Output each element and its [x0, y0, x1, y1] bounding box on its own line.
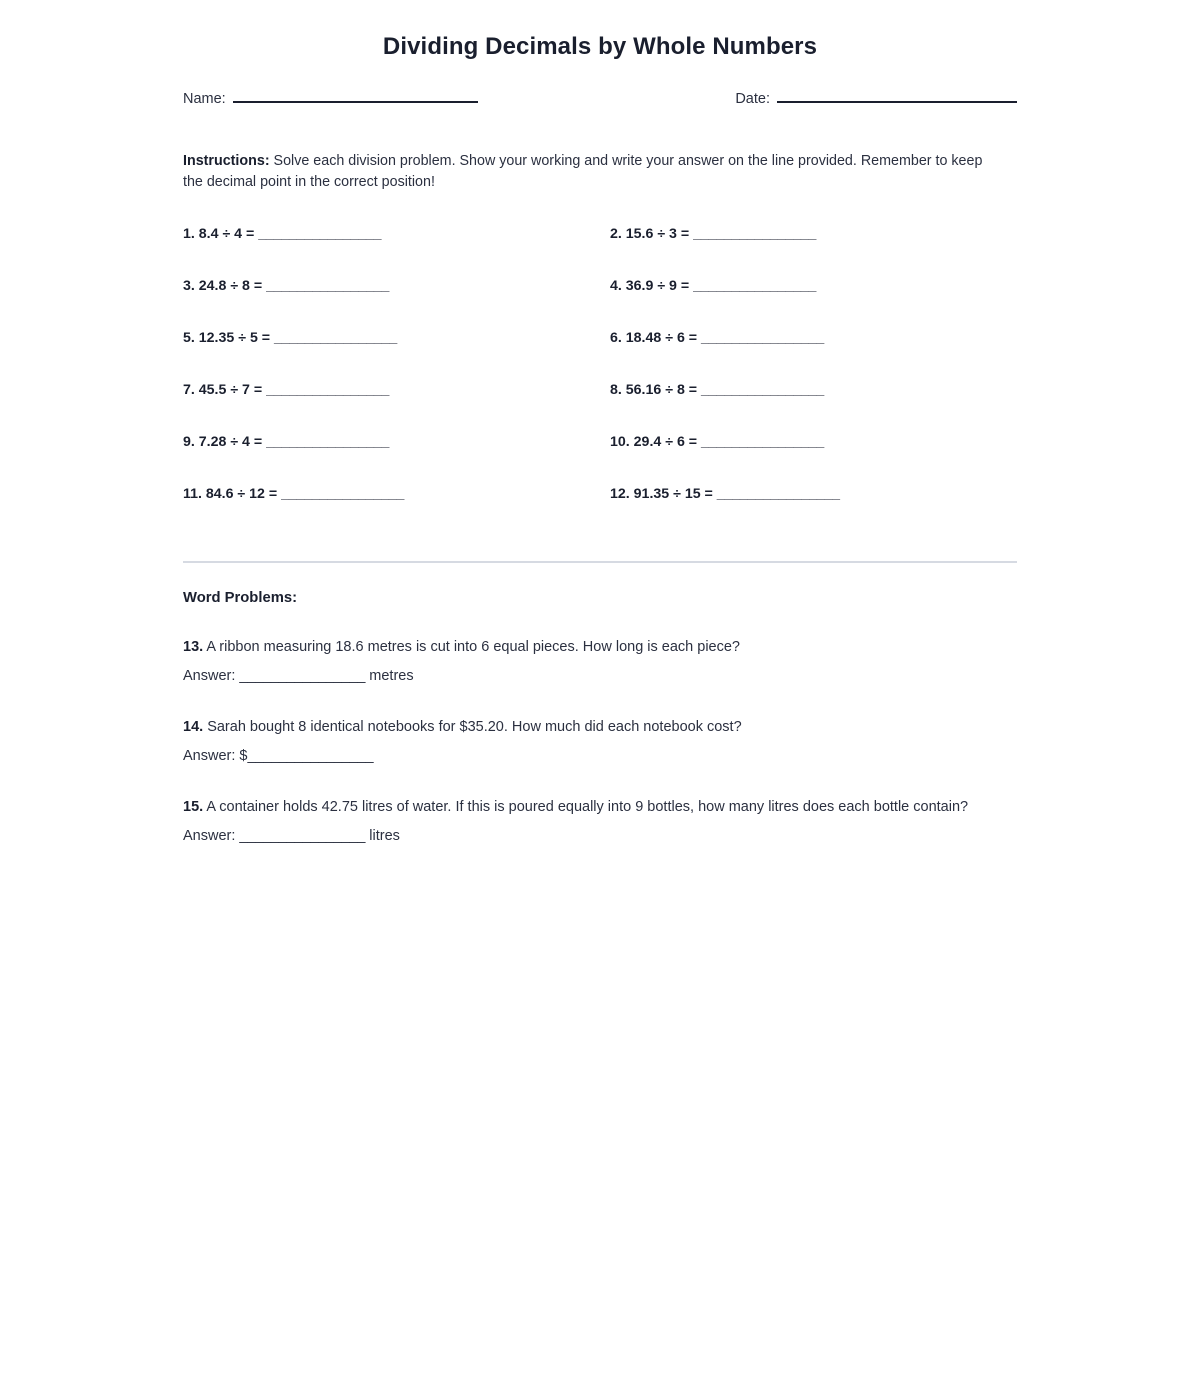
answer-unit: metres	[365, 668, 414, 684]
problem-answer-blank[interactable]: ________________	[266, 434, 390, 450]
problem-expression: 7. 45.5 ÷ 7 =	[183, 382, 267, 398]
section-divider	[183, 561, 1017, 563]
problem-answer-blank[interactable]: ________________	[274, 330, 398, 346]
word-problems-heading: Word Problems:	[183, 590, 298, 606]
problem-item[interactable]	[610, 225, 1017, 277]
word-problem-text: A container holds 42.75 litres of water. If this is poured equally into 9 bottles, how many litres does each bottle contain?	[203, 799, 969, 815]
problem-expression: 3. 24.8 ÷ 8 =	[183, 278, 267, 294]
problem-expression: 1. 8.4 ÷ 4 =	[183, 226, 259, 242]
problem-grid	[183, 225, 1017, 537]
problem-item[interactable]	[610, 433, 1017, 485]
problem-answer-blank[interactable]: ________________	[266, 382, 390, 398]
answer-label: Answer:	[183, 828, 240, 844]
problem-answer-blank[interactable]: ________________	[701, 434, 825, 450]
name-field[interactable]	[183, 88, 478, 108]
word-problem-number: 15.	[183, 799, 204, 815]
word-problem-item	[183, 635, 995, 659]
name-date-row	[183, 88, 1017, 108]
problem-expression: 5. 12.35 ÷ 5 =	[183, 330, 275, 346]
answer-blank[interactable]: ________________	[247, 748, 374, 764]
problem-item[interactable]	[183, 225, 610, 277]
problem-answer-blank[interactable]: ________________	[701, 330, 825, 346]
answer-unit: litres	[365, 828, 400, 844]
problem-answer-blank[interactable]: ________________	[701, 382, 825, 398]
problem-item[interactable]	[183, 329, 610, 381]
problem-expression: 9. 7.28 ÷ 4 =	[183, 434, 267, 450]
name-label: Name:	[183, 91, 226, 107]
problem-expression: 10. 29.4 ÷ 6 =	[610, 434, 702, 450]
word-problem-number: 14.	[183, 719, 204, 735]
answer-blank[interactable]: ________________	[239, 668, 366, 684]
problem-expression: 4. 36.9 ÷ 9 =	[610, 278, 694, 294]
problem-expression: 12. 91.35 ÷ 15 =	[610, 486, 717, 502]
word-problem-text: A ribbon measuring 18.6 metres is cut into 6 equal pieces. How long is each piece?	[203, 639, 740, 655]
problem-expression: 2. 15.6 ÷ 3 =	[610, 226, 694, 242]
name-write-line[interactable]	[233, 88, 478, 103]
problem-expression: 8. 56.16 ÷ 8 =	[610, 382, 702, 398]
problem-item[interactable]	[610, 381, 1017, 433]
word-problem-answer[interactable]	[183, 824, 1017, 848]
problem-item[interactable]	[183, 485, 610, 537]
word-problem-answer[interactable]	[183, 744, 1017, 768]
instructions	[183, 151, 995, 193]
answer-label: Answer:	[183, 668, 240, 684]
answer-blank[interactable]: ________________	[239, 828, 366, 844]
problem-item[interactable]	[610, 329, 1017, 381]
word-problem-number: 13.	[183, 639, 204, 655]
problem-answer-blank[interactable]: ________________	[281, 486, 405, 502]
answer-label: Answer: $	[183, 748, 248, 764]
instructions-label: Instructions:	[183, 153, 270, 169]
page-title: Dividing Decimals by Whole Numbers	[382, 33, 818, 60]
problem-answer-blank[interactable]: ________________	[266, 278, 390, 294]
problem-item[interactable]	[183, 381, 610, 433]
problem-expression: 6. 18.48 ÷ 6 =	[610, 330, 702, 346]
word-problem-item	[183, 715, 995, 739]
date-write-line[interactable]	[777, 88, 1017, 103]
problem-item[interactable]	[610, 277, 1017, 329]
problem-answer-blank[interactable]: ________________	[716, 486, 840, 502]
problem-item[interactable]	[183, 277, 610, 329]
date-label: Date:	[735, 91, 770, 107]
problem-item[interactable]	[183, 433, 610, 485]
worksheet-content	[183, 0, 1017, 848]
word-problem-item	[183, 795, 995, 819]
word-problem-answer[interactable]	[183, 664, 1017, 688]
problem-expression: 11. 84.6 ÷ 12 =	[183, 486, 282, 502]
problem-item[interactable]	[610, 485, 1017, 537]
problem-answer-blank[interactable]: ________________	[693, 278, 817, 294]
instructions-text: Solve each division problem. Show your working and write your answer on the line provided. Remember to keep the decimal point in the correct position!	[183, 153, 983, 190]
date-field[interactable]	[735, 88, 1017, 108]
problem-answer-blank[interactable]: ________________	[258, 226, 382, 242]
word-problem-text: Sarah bought 8 identical notebooks for $35.20. How much did each notebook cost?	[203, 719, 742, 735]
problem-answer-blank[interactable]: ________________	[693, 226, 817, 242]
